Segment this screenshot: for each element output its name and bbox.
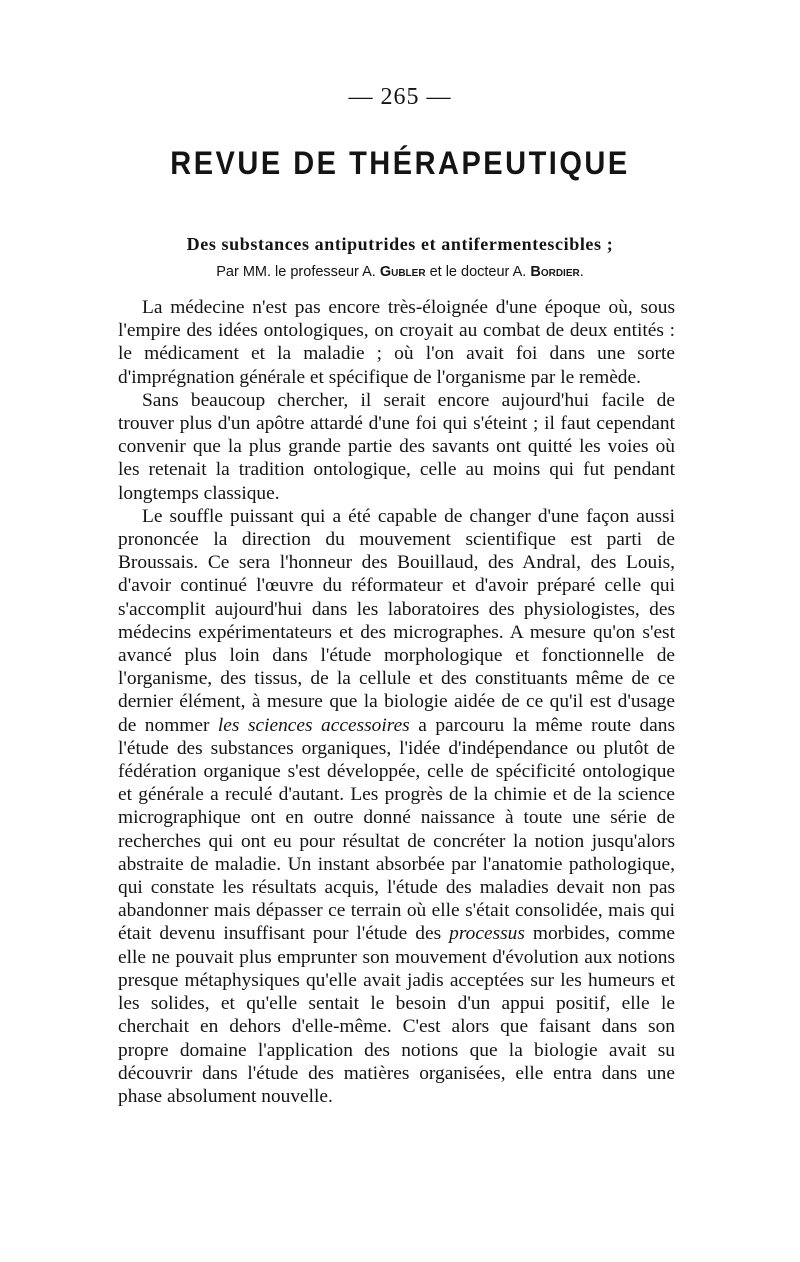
byline-prefix: Par MM. le professeur A. [216,264,380,280]
author-gubler: Gubler [379,264,426,280]
body-text [118,296,675,1108]
paragraph-3-part-a: Le souffle puissant qui a été capable de changer d'une façon aussi prononcée la direction du mouvement scientifique est parti de Broussais. Ce sera l'honneur des Bouillaud, des Andral, des Louis, d'avoir continué l'œuvre du réformateur et d'avoir préparé celle qui s'accomplit aujourd'hui dans les laboratoires des physiologistes, des médecins expérimentateurs et des micrographes. A mesure qu'on s'est avancé plus loin dans l'étude morphologique et fonctionnelle de l'organisme, des tissus, de la cellule et des constituants même de ce dernier élément, à mesure que la biologie aidée de ce qu'il est d'usage de nommer [118,505,675,736]
byline-suffix: . [579,264,584,280]
paragraph-3-italic-processus: processus [449,923,525,945]
paragraph-1: La médecine n'est pas encore très-éloignée d'une époque où, sous l'empire des idées ontologiques, on croyait au combat de deux entités : le médicament et la maladie ; où l'on avait foi dans une sorte d'imprégnation générale et spécifique de l'organisme par le remède. [118,297,675,388]
paragraph-3-part-b: a parcouru la même route dans l'étude des substances organiques, l'idée d'indépendance ou plutôt de fédération organique s'est développée, celle de spécificité ontologique et générale a reculé d'autant. Les progrès de la chimie et de la science micrographique ont en outre donné naissance à toute une série de recherches qui ont eu pour résultat de concréter la notion jusqu'alors abstraite de maladie. Un instant absorbée par l'anatomie pathologique, qui constate les résultats acquis, l'étude des maladies devait non pas abandonner mais dépasser ce terrain où elle s'était consolidée, mais qui était devenu insuffisant pour l'étude des [118,714,675,945]
author-bordier: Bordier [530,264,580,280]
paragraph-3 [118,505,675,1108]
paragraph-3-part-c: morbides, comme elle ne pouvait plus emprunter son mouvement d'évolution aux notions presque métaphysiques qu'elle avait jadis acceptées sur les humeurs et les solides, et qu'elle sentait le besoin d'un appui positif, elle le cherchait en dehors d'elle-même. C'est alors que faisant dans son propre domaine l'application des notions que la biologie avait su découvrir dans l'étude des matières organisées, elle entra dans une phase absolument nouvelle. [118,923,675,1107]
byline [0,264,800,280]
byline-middle: et le docteur A. [425,264,531,280]
article-title: Des substances antiputrides et antifermentescibles ; [186,234,614,254]
paragraph-2: Sans beaucoup chercher, il serait encore aujourd'hui facile de trouver plus d'un apôtre attardé d'une foi qui s'éteint ; il faut cependant convenir que la plus grande partie des savants ont quitté les voies où les retenait la tradition ontologique, celle au moins qui fut pendant longtemps classique. [118,389,675,504]
journal-title: REVUE DE THÉRAPEUTIQUE [170,146,630,182]
paragraph-3-italic-sciences: les sciences accessoires [217,714,410,736]
page-number: — 265 — [348,84,452,110]
